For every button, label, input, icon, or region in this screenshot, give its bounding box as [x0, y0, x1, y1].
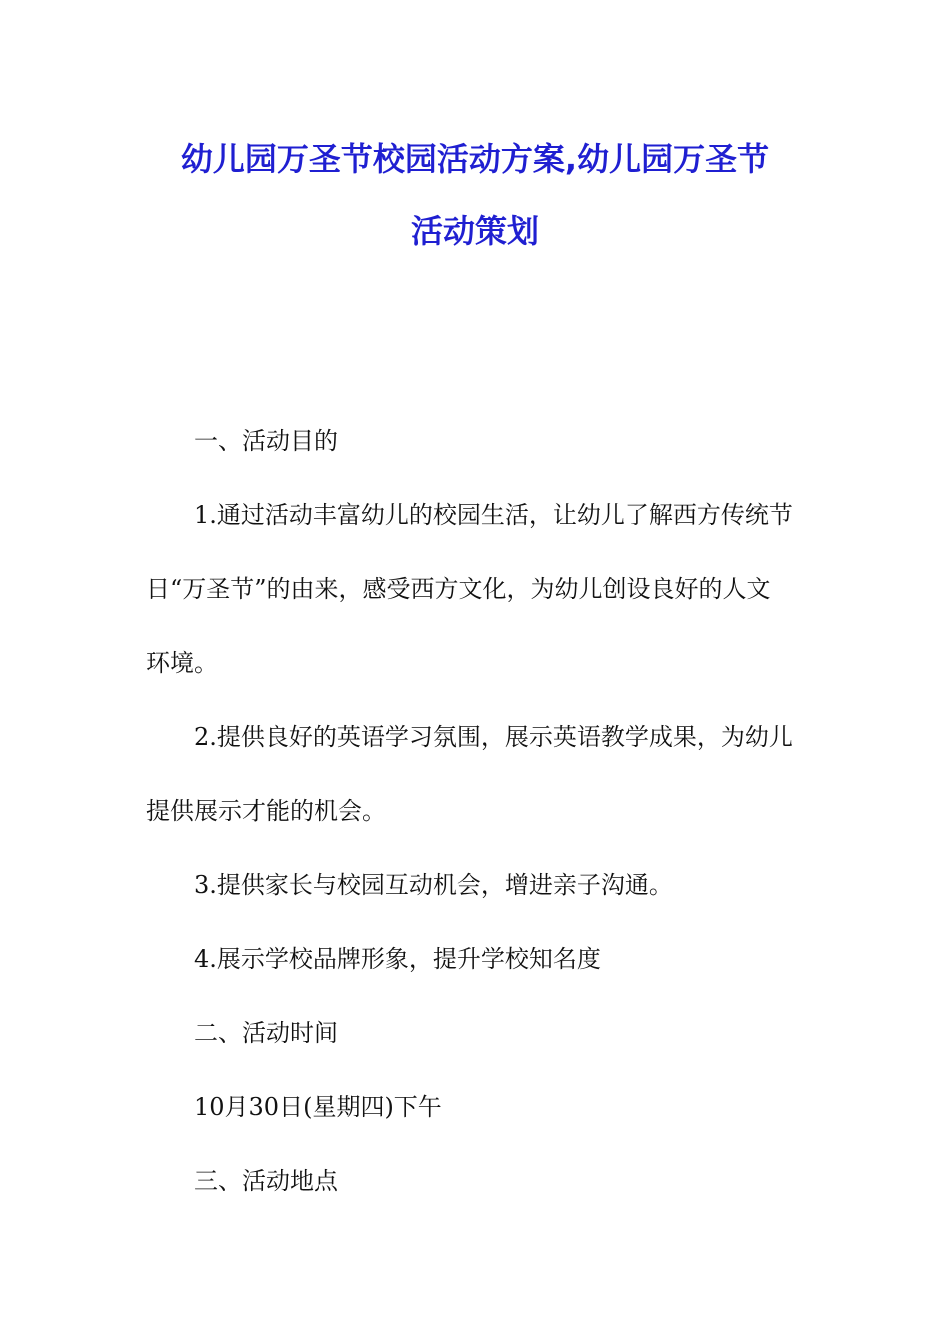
goal2-line2: 提供展示才能的机会。	[146, 797, 386, 825]
section-heading-purpose: 一、活动目的	[194, 427, 338, 455]
section-heading-time: 二、活动时间	[194, 1019, 338, 1047]
goal4: 4.展示学校品牌形象，提升学校知名度	[194, 945, 601, 973]
goal1-line2: 日“万圣节”的由来，感受西方文化，为幼儿创设良好的人文	[146, 575, 771, 603]
document-title-line1: 幼儿园万圣节校园活动方案,幼儿园万圣节	[180, 140, 770, 178]
section-heading-location: 三、活动地点	[194, 1167, 338, 1195]
goal1-line3: 环境。	[146, 649, 218, 677]
document-title-line2: 活动策划	[410, 212, 539, 250]
activity-time: 10月30日(星期四)下午	[194, 1093, 442, 1121]
goal3: 3.提供家长与校园互动机会，增进亲子沟通。	[194, 871, 673, 899]
goal2-line1: 2.提供良好的英语学习氛围，展示英语教学成果，为幼儿	[194, 723, 793, 751]
goal1-line1: 1.通过活动丰富幼儿的校园生活，让幼儿了解西方传统节	[194, 501, 793, 529]
